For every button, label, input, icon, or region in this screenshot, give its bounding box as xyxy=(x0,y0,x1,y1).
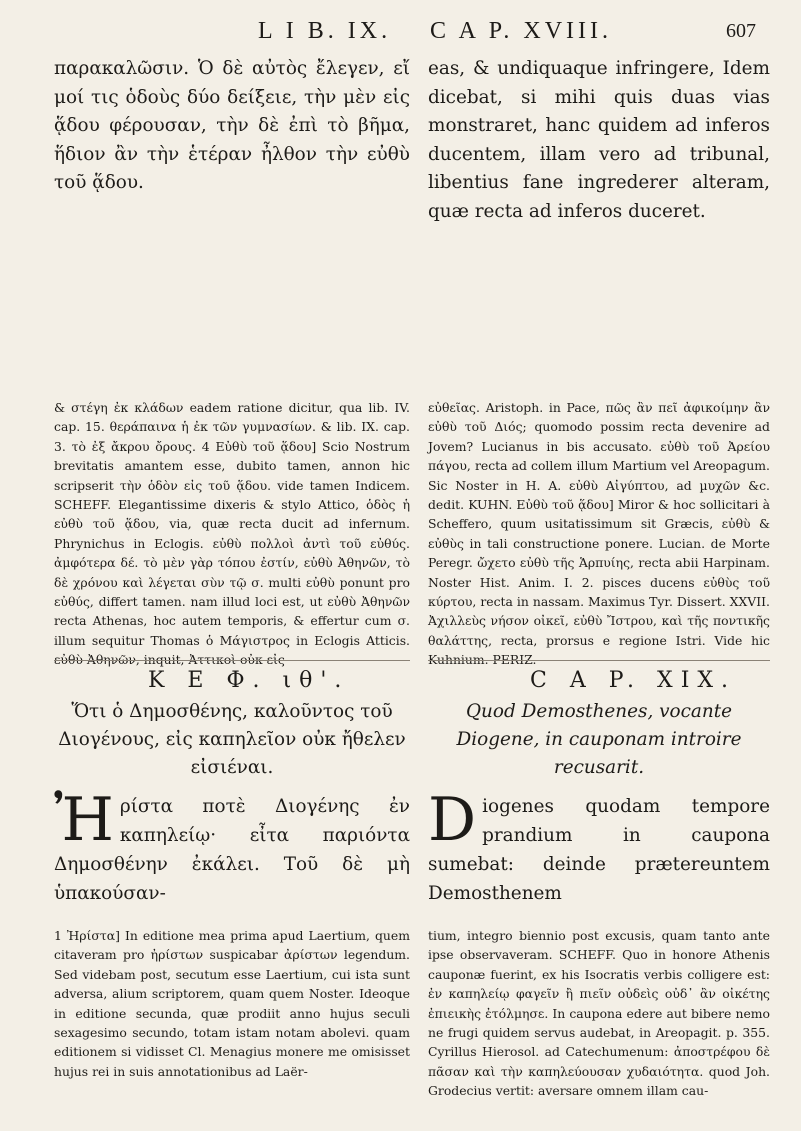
chapter-title-greek: Ὅτι ὁ Δημοσθένης, καλοῦντος τοῦ Διογένους, εἰς καπηλεῖον οὐκ ἤθελεν εἰσιέναι. xyxy=(58,701,406,778)
footnote-right-lower: tium, integro biennio post excusis, quam tanto ante ipse observaveram. SCHEFF. Quo in honore Athenis cauponæ fuerint, ex his Isocratis verbis colligere est: ἐν καπηλείῳ φαγεῖν ἢ πιεῖν οὐδεὶς οὐδ᾽ ἂν οἰκέτης ἐπιεικὴς ἐτόλμησε. In caupona edere aut bibere nemo ne frugi quidem servus audebat, in Areopagit. p. 355. Cyrillus Hierosol. ad Catechumenum: ἀποστρέφου δὲ πᾶσαν καὶ τὴν καπηλεύουσαν χυδαιότητα. quod Joh. Grodecius vertit: aversare omnem illam cau- xyxy=(428,928,770,1099)
page-number: 607 xyxy=(726,20,756,42)
greek-text-lower xyxy=(54,785,410,918)
footnote-left-lower: 1 Ἠρίστα] In editione mea prima apud Laertium, quem citaveram pro ἠρίστων suspicabar ἀρίστων legendum. Sed videbam post, secutum esse Laertium, cui ista sunt adversa, alium scriptorem, quam quem Noster. Ideoque in editione secunda, quæ prodiit anno hujus seculi sexagesimo secundo, totam istam notam abolevi. quam editionem si vidisset Cl. Menagius monere me omisisset hujus rei in suis annotationibus ad Laër- xyxy=(54,928,410,1079)
notes-left-lower xyxy=(54,926,410,1126)
notes-right-lower xyxy=(428,926,770,1126)
latin-chapter-body: iogenes quodam tempore prandium in caupona sumebat: deinde prætereuntem Demosthenem xyxy=(428,796,770,904)
chapter-heading-latin: C A P. XIX. xyxy=(530,668,737,693)
drop-capital-greek: Ἠ xyxy=(54,785,114,855)
running-head xyxy=(0,18,801,48)
footnote-left: & στέγη ἐκ κλάδων eadem ratione dicitur, qua lib. IV. cap. 15. θεράπαινα ἡ ἐκ τῶν γυμνασίων. & lib. IX. cap. 3. τὸ ἐξ ἄκρου ὄρους. 4 Εὐθὺ τοῦ ᾅδου] Scio Nostrum brevitatis amantem esse, dubito tamen, annon hic scripserit τὴν ὁδὸν εἰς τοῦ ᾅδου. vide tamen Indicem. SCHEFF. Elegantissime dixeris & stylo Attico, ὁδὸς ἡ εὐθὺ τοῦ ᾅδου, via, quæ recta ducit ad infernum. Phrynichus in Eclogis. εὐθὺ πολλοὶ ἀντὶ τοῦ εὐθύς. ἀμφότερα δέ. τὸ μὲν γὰρ τόπου ἐστίν, εὐθὺ Ἀθηνῶν, τὸ δὲ χρόνου καὶ λέγεται σὺν τῷ σ. multi εὐθὺ ponunt pro εὐθύς, differt tamen. nam illud loci est, ut εὐθὺ Ἀθηνῶν recta Athenas, hoc autem temporis, & effertur cum σ. illum sequitur Thomas ὁ Μάγιστρος in Eclogis Atticis. εὐθὺ Ἀθηνῶν, inquit, Ἀττικοὶ οὐκ εἰς xyxy=(54,400,410,668)
notes-right-upper xyxy=(428,398,770,668)
drop-capital-latin: D xyxy=(428,785,477,855)
greek-chapter-body: ρίστα ποτὲ Διογένης ἐν καπηλείῳ· εἶτα παριόντα Δημοσθένην ἐκάλει. Τοῦ δὲ μὴ ὑπακούσαν- xyxy=(54,796,410,904)
divider-right xyxy=(428,660,770,661)
chapter-title-latin: Quod Demosthenes, vocante Diogene, in cauponam introire recusarit. xyxy=(456,701,742,778)
greek-text-upper xyxy=(54,55,410,395)
latin-text-upper xyxy=(428,55,770,295)
latin-paragraph: eas, & undiquaque infringere, Idem dicebat, si mihi quis duas vias monstraret, hanc quidem ad inferos ducentem, illam vero ad tribunal, libentius fane ingrederer alteram, quæ recta ad inferos duceret. xyxy=(428,58,770,222)
divider-left xyxy=(54,660,410,661)
chapter-heading-greek: Κ Ε Φ. ιθ'. xyxy=(148,668,350,693)
footnote-right: εὐθεῖας. Aristoph. in Pace, πῶς ἂν πεῖ ἀφικοίμην ἂν εὐθὺ τοῦ Διός; quomodo possim recta devenire ad Jovem? Lucianus in bis accusato. εὐθὺ τοῦ Ἀρείου πάγου, recta ad collem illum Martium vel Areopagum. Sic Noster in H. A. εὐθὺ Αἰγύπτου, ad µυχῶν &c. dedit. KUHN. Εὐθὺ τοῦ ᾅδου] Miror & hoc sollicitari à Scheffero, quum usitatissimum sit Græcis, εὐθὺ & εὐθὺς in tali constructione ponere. Lucian. de Morte Peregr. ὤχετο εὐθὺ τῆς Ἁρπυίης, recta abii Harpinam. Noster Hist. Anim. I. 2. pisces ducens εὐθὺς τοῦ κύρτου, recta in nassam. Maximus Tyr. Dissert. XXVII. Ἀχιλλεὺς νήσον οἰκεῖ, εὐθὺ Ἴστρου, καὶ τῆς ποντικῆς θαλάττης, recta, prorsus e regione Istri. Vide hic Kuhnium. PERIZ. xyxy=(428,400,770,668)
running-head-book: L I B. IX. xyxy=(258,18,392,44)
greek-paragraph: παρακαλῶσιν. Ὁ δὲ αὐτὸς ἔλεγεν, εἴ μοί τις ὁδοὺς δύο δείξειε, τὴν μὲν εἰς ᾅδου φέρουσαν, τὴν δὲ ἐπὶ τὸ βῆμα, ἥδιον ἂν τὴν ἑτέραν ἦλθον τὴν εὐθὺ τοῦ ᾅδου. xyxy=(54,58,410,193)
latin-text-lower xyxy=(428,785,770,918)
running-head-chapter: C A P. XVIII. xyxy=(430,18,613,44)
notes-left-upper xyxy=(54,398,410,668)
